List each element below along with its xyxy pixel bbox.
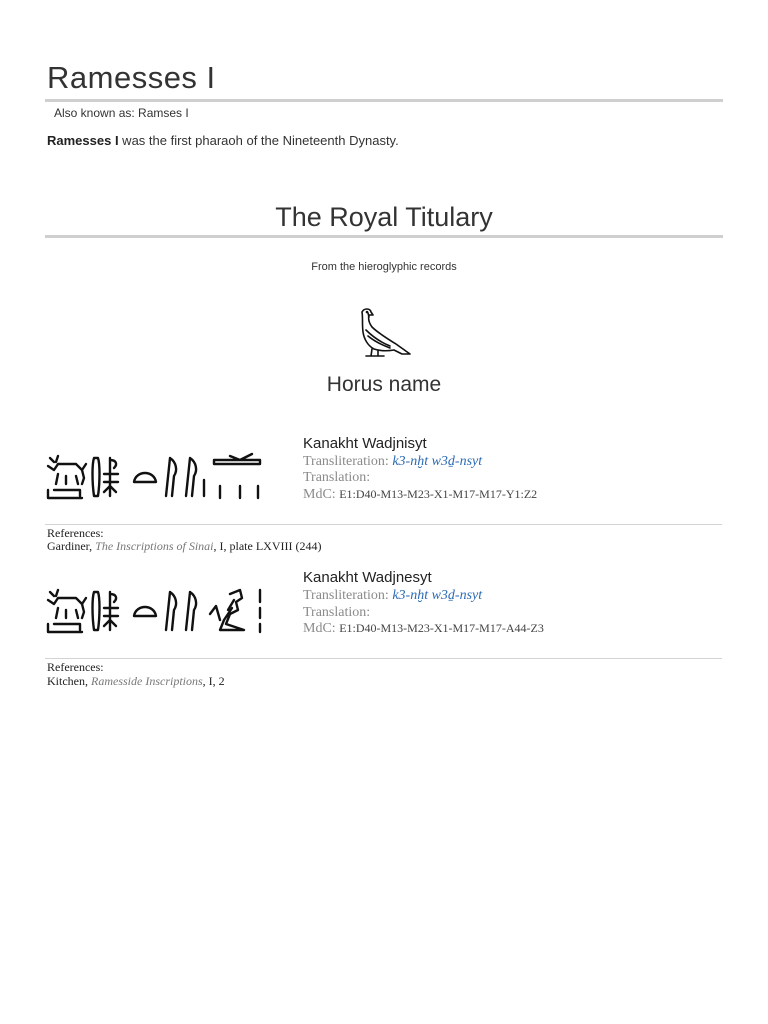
transliteration-line xyxy=(303,588,482,604)
horus-name-heading: Horus name xyxy=(326,373,442,396)
entry-name: Kanakht Wadjnisyt xyxy=(303,435,427,452)
reference-detail: , I, plate LXVIII (244) xyxy=(213,539,322,553)
mdc-label: MdC: xyxy=(303,487,340,502)
translation-label: Translation: xyxy=(303,605,371,620)
transliteration-line xyxy=(303,454,482,470)
hieroglyph-cartouche-1 xyxy=(44,450,264,506)
section-subtitle: From the hieroglyphic records xyxy=(311,261,457,273)
section-title: The Royal Titulary xyxy=(275,202,493,232)
transliteration-value: k3-nḫt w3ḏ-nsyt xyxy=(392,454,483,469)
entry-name: Kanakht Wadjnesyt xyxy=(303,569,432,586)
reference-citation xyxy=(47,674,225,689)
reference-author: Kitchen, xyxy=(47,674,91,688)
horus-falcon-icon xyxy=(352,306,416,362)
reference-author: Gardiner, xyxy=(47,539,96,553)
hieroglyph-cartouche-2 xyxy=(44,584,264,640)
intro-text: was the first pharaoh of the Nineteenth Dynasty. xyxy=(118,133,399,148)
reference-title: The Inscriptions of Sinai xyxy=(95,539,214,553)
mdc-value: E1:D40-M13-M23-X1-M17-M17-A44-Z3 xyxy=(339,621,544,635)
mdc-value: E1:D40-M13-M23-X1-M17-M17-Y1:Z2 xyxy=(339,487,538,501)
reference-detail: , I, 2 xyxy=(202,674,225,688)
reference-title: Ramesside Inscriptions xyxy=(91,674,203,688)
page-title: Ramesses I xyxy=(47,60,216,95)
translation-label: Translation: xyxy=(303,470,371,485)
intro-bold-name: Ramesses I xyxy=(47,133,119,148)
transliteration-label: Transliteration: xyxy=(303,588,393,603)
mdc-line xyxy=(303,487,537,503)
references-label: References: xyxy=(47,526,104,540)
mdc-label: MdC: xyxy=(303,621,340,636)
intro-paragraph xyxy=(47,133,399,148)
entry-divider xyxy=(45,658,722,659)
entry-divider xyxy=(45,524,722,525)
transliteration-value: k3-nḫt w3ḏ-nsyt xyxy=(392,588,483,603)
references-label: References: xyxy=(47,660,104,674)
title-divider xyxy=(45,99,723,102)
transliteration-label: Transliteration: xyxy=(303,454,393,469)
section-divider xyxy=(45,235,723,238)
also-known-as: Also known as: Ramses I xyxy=(54,106,189,120)
mdc-line xyxy=(303,621,544,637)
reference-citation xyxy=(47,539,321,554)
